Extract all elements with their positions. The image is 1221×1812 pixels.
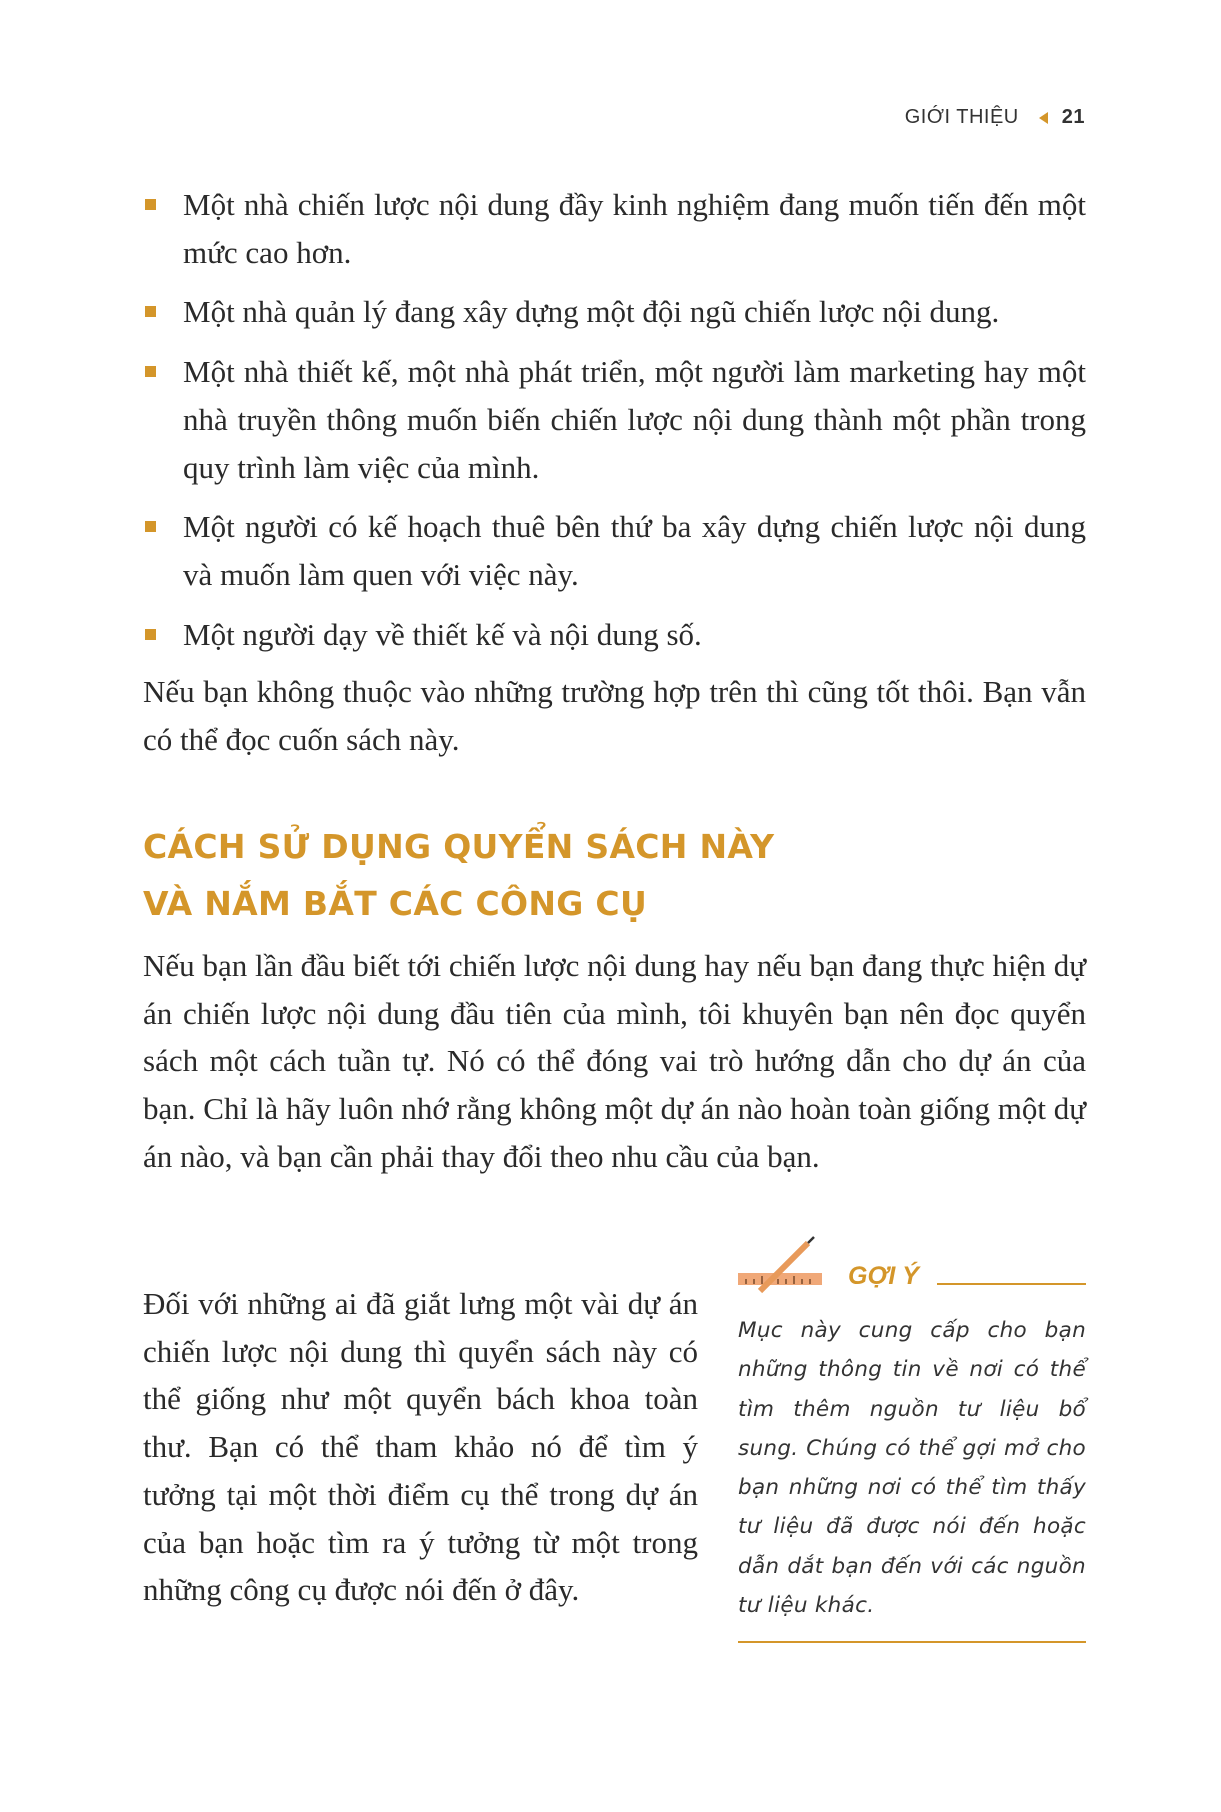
running-header: [905, 106, 1085, 129]
triangle-left-icon: [1039, 112, 1048, 124]
tip-title: GỢI Ý: [848, 1262, 919, 1290]
bullet-square-icon: [145, 199, 156, 210]
audience-list: [143, 181, 1086, 670]
bullet-square-icon: [145, 629, 156, 640]
list-item: Một nhà thiết kế, một nhà phát triển, một người làm marketing hay một nhà truyền thông muốn biến chiến lược nội dung thành một phần trong quy trình làm việc của mình.: [143, 348, 1086, 491]
tip-text: Mục này cung cấp cho bạn những thông tin về nơi có thể tìm thêm nguồn tư liệu bổ sung. Chúng có thể gợi mở cho bạn những nơi có thể tìm thấy tư liệu đã được nói đến hoặc dẫn dắt bạn đến với các nguồn tư liệu khác.: [738, 1318, 1086, 1619]
section-heading: CÁCH SỬ DỤNG QUYỂN SÁCH NÀY VÀ NẮM BẮT CÁC CÔNG CỤ: [143, 827, 775, 923]
bullet-square-icon: [145, 306, 156, 317]
bullet-square-icon: [145, 521, 156, 532]
divider: [937, 1283, 1086, 1285]
divider: [738, 1641, 1086, 1643]
paragraph: Nếu bạn không thuộc vào những trường hợp trên thì cũng tốt thôi. Bạn vẫn có thể đọc cuốn sách này.: [143, 674, 1086, 757]
paragraph: Đối với những ai đã giắt lưng một vài dự án chiến lược nội dung thì quyển sách này có thể giống như một quyển bách khoa toàn thư. Bạn có thể tham khảo nó để tìm ý tưởng tại một thời điểm cụ thể trong dự án của bạn hoặc tìm ra ý tưởng từ một trong những công cụ được nói đến ở đây.: [143, 1286, 698, 1608]
page-number: 21: [1061, 106, 1085, 128]
list-item: Một nhà quản lý đang xây dựng một đội ngũ chiến lược nội dung.: [143, 288, 1086, 336]
list-item: Một nhà chiến lược nội dung đầy kinh nghiệm đang muốn tiến đến một mức cao hơn.: [143, 181, 1086, 276]
bullet-square-icon: [145, 366, 156, 377]
paragraph: Nếu bạn lần đầu biết tới chiến lược nội dung hay nếu bạn đang thực hiện dự án chiến lược nội dung đầu tiên của mình, tôi khuyên bạn nên đọc quyển sách một cách tuần tự. Nó có thể đóng vai trò hướng dẫn cho dự án của bạn. Chỉ là hãy luôn nhớ rằng không một dự án nào hoàn toàn giống một dự án nào, và bạn cần phải thay đổi theo nhu cầu của bạn.: [143, 948, 1086, 1174]
tip-box: [738, 1235, 1086, 1643]
list-item: Một người dạy về thiết kế và nội dung số.: [143, 611, 1086, 659]
list-item: Một người có kế hoạch thuê bên thứ ba xây dựng chiến lược nội dung và muốn làm quen với việc này.: [143, 503, 1086, 598]
section-label: GIỚI THIỆU: [904, 106, 1019, 128]
pencil-ruler-icon: [738, 1235, 822, 1295]
